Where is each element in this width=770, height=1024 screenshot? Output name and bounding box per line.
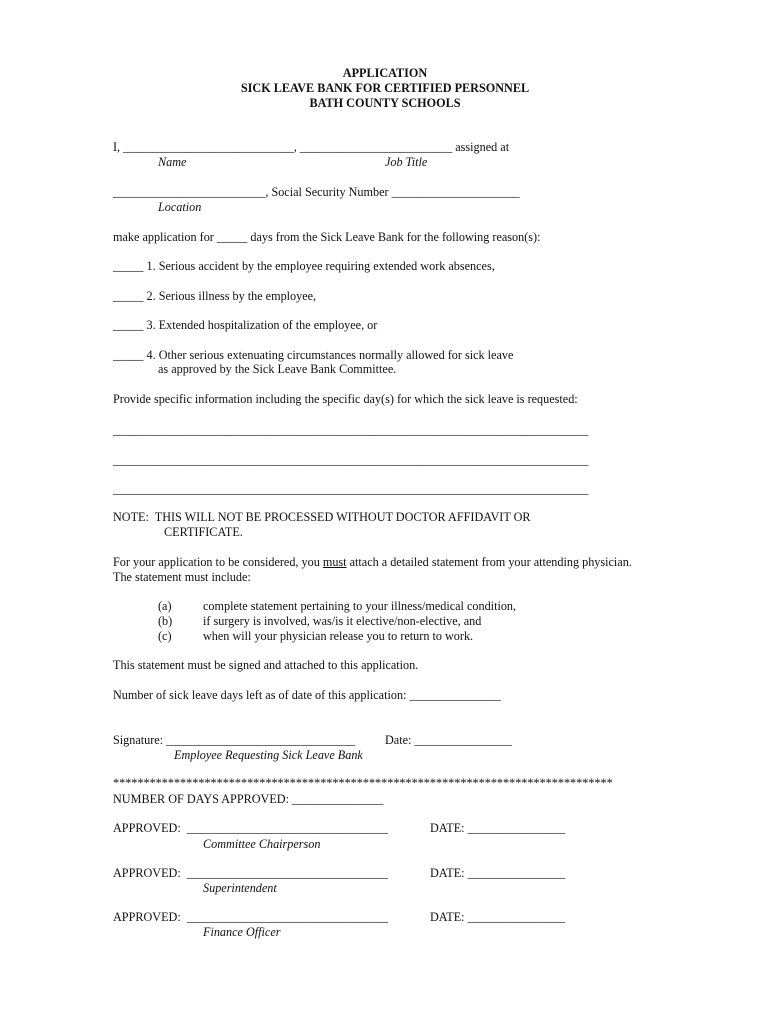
name-label: Name: [158, 155, 187, 169]
approval-superintendent-label: Superintendent: [203, 881, 277, 895]
name-job-line[interactable]: I, ____________________________, _________________________ assigned at: [113, 140, 510, 154]
reason-4[interactable]: _____ 4. Other serious extenuating circumstances normally allowed for sick leave: [113, 348, 514, 362]
separator-line: **********************************************************************************: [113, 776, 613, 790]
statement-requirement: For your application to be considered, you must attach a detailed statement from your attending physician.: [113, 555, 632, 569]
form-title: APPLICATION: [342, 66, 428, 80]
school-name: BATH COUNTY SCHOOLS: [309, 96, 461, 110]
approval-superintendent-line[interactable]: APPROVED: _________________________________: [113, 866, 388, 880]
job-title-label: Job Title: [385, 155, 428, 169]
request-days-line[interactable]: make application for _____ days from the Sick Leave Bank for the following reason(s):: [113, 230, 541, 244]
item-c-label: (c): [158, 629, 172, 643]
specific-info-line-3[interactable]: ______________________________________________________________________________: [113, 482, 589, 496]
approval-superintendent-date[interactable]: DATE: ________________: [430, 866, 566, 880]
approval-chairperson-line[interactable]: APPROVED: _________________________________: [113, 821, 388, 835]
approval-chairperson-label: Committee Chairperson: [203, 837, 321, 851]
location-ssn-line[interactable]: _________________________, Social Security Number _____________________: [113, 185, 520, 199]
approval-chairperson-date[interactable]: DATE: ________________: [430, 821, 566, 835]
item-b-text: if surgery is involved, was/is it elective/non-elective, and: [203, 614, 482, 628]
signature-date-line[interactable]: Date: ________________: [385, 733, 512, 747]
signature-label: Employee Requesting Sick Leave Bank: [174, 748, 363, 762]
specific-info-prompt: Provide specific information including the specific day(s) for which the sick leave is requested:: [113, 392, 578, 406]
approval-finance-label: Finance Officer: [203, 925, 281, 939]
reason-2[interactable]: _____ 2. Serious illness by the employee,: [113, 289, 317, 303]
approval-finance-line[interactable]: APPROVED: _________________________________: [113, 910, 388, 924]
note-line-1: NOTE: THIS WILL NOT BE PROCESSED WITHOUT DOCTOR AFFIDAVIT OR: [113, 510, 531, 524]
note-line-2: CERTIFICATE.: [164, 525, 243, 539]
signature-line[interactable]: Signature: _______________________________: [113, 733, 356, 747]
statement-include-line: The statement must include:: [113, 570, 251, 584]
reason-1[interactable]: _____ 1. Serious accident by the employee requiring extended work absences,: [113, 259, 495, 273]
days-approved-line[interactable]: NUMBER OF DAYS APPROVED: _______________: [113, 792, 384, 806]
must-emphasis: must: [322, 555, 347, 569]
item-b-label: (b): [158, 614, 173, 628]
signed-statement-line: This statement must be signed and attached to this application.: [113, 658, 419, 672]
item-a-label: (a): [158, 599, 172, 613]
reason-3[interactable]: _____ 3. Extended hospitalization of the employee, or: [113, 318, 378, 332]
item-a-text: complete statement pertaining to your illness/medical condition,: [203, 599, 517, 613]
form-subtitle: SICK LEAVE BANK FOR CERTIFIED PERSONNEL: [240, 81, 530, 95]
specific-info-line-2[interactable]: ______________________________________________________________________________: [113, 453, 589, 467]
location-label: Location: [158, 200, 202, 214]
item-c-text: when will your physician release you to return to work.: [203, 629, 474, 643]
days-left-line[interactable]: Number of sick leave days left as of date of this application: _______________: [113, 688, 501, 702]
reason-4-continued: as approved by the Sick Leave Bank Committee.: [158, 362, 397, 376]
specific-info-line-1[interactable]: ______________________________________________________________________________: [113, 423, 589, 437]
approval-finance-date[interactable]: DATE: ________________: [430, 910, 566, 924]
